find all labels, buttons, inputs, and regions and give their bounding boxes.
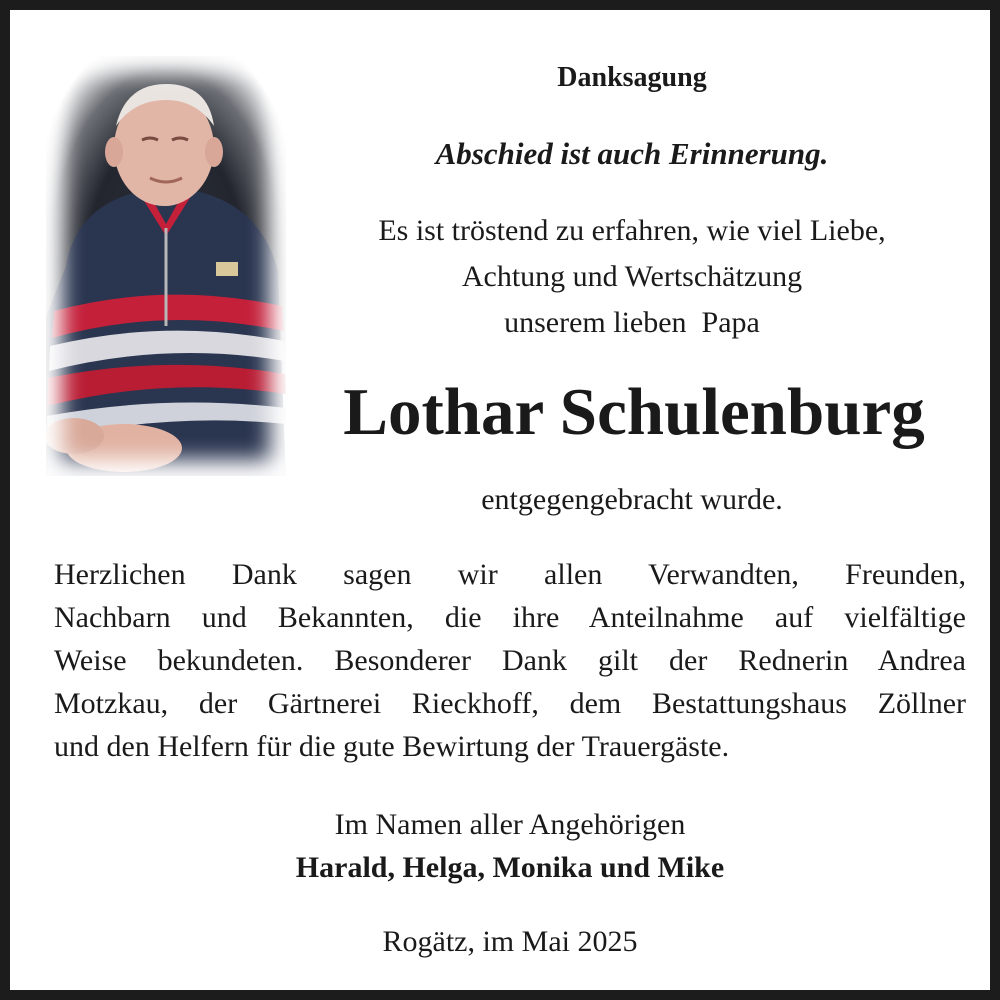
signature-names: Harald, Helga, Monika und Mike: [295, 851, 725, 884]
thanks-paragraph: [54, 553, 966, 768]
portrait-photo: [46, 56, 286, 476]
notice-heading: Danksagung: [557, 62, 707, 93]
place-date: Rogätz, im Mai 2025: [382, 925, 638, 958]
intro-line: Es ist tröstend zu erfahren, wie viel Liebe,: [378, 214, 886, 247]
paragraph-line: Motzkau, der Gärtnerei Rieckhoff, dem Bestattungshaus Zöllner: [54, 687, 966, 720]
notice-motto: Abschied ist auch Erinnerung.: [435, 136, 829, 171]
paragraph-line: Weise bekundeten. Besonderer Dank gilt der Rednerin Andrea: [54, 644, 966, 677]
paragraph-line: und den Helfern für die gute Bewirtung der Trauergäste.: [54, 730, 730, 763]
after-name-text: entgegengebracht wurde.: [481, 483, 783, 516]
signature-intro: Im Namen aller Angehörigen: [334, 808, 686, 841]
paragraph-line: Nachbarn und Bekannten, die ihre Anteilnahme auf vielfältige: [54, 601, 966, 634]
intro-line: unserem lieben Papa: [504, 306, 760, 339]
deceased-name: Lothar Schulenburg: [343, 375, 925, 449]
intro-text: [310, 208, 954, 346]
intro-line: Achtung und Wertschätzung: [461, 260, 803, 293]
photo-vignette: [46, 56, 286, 476]
paragraph-line: Herzlichen Dank sagen wir allen Verwandten, Freunden,: [54, 558, 966, 591]
